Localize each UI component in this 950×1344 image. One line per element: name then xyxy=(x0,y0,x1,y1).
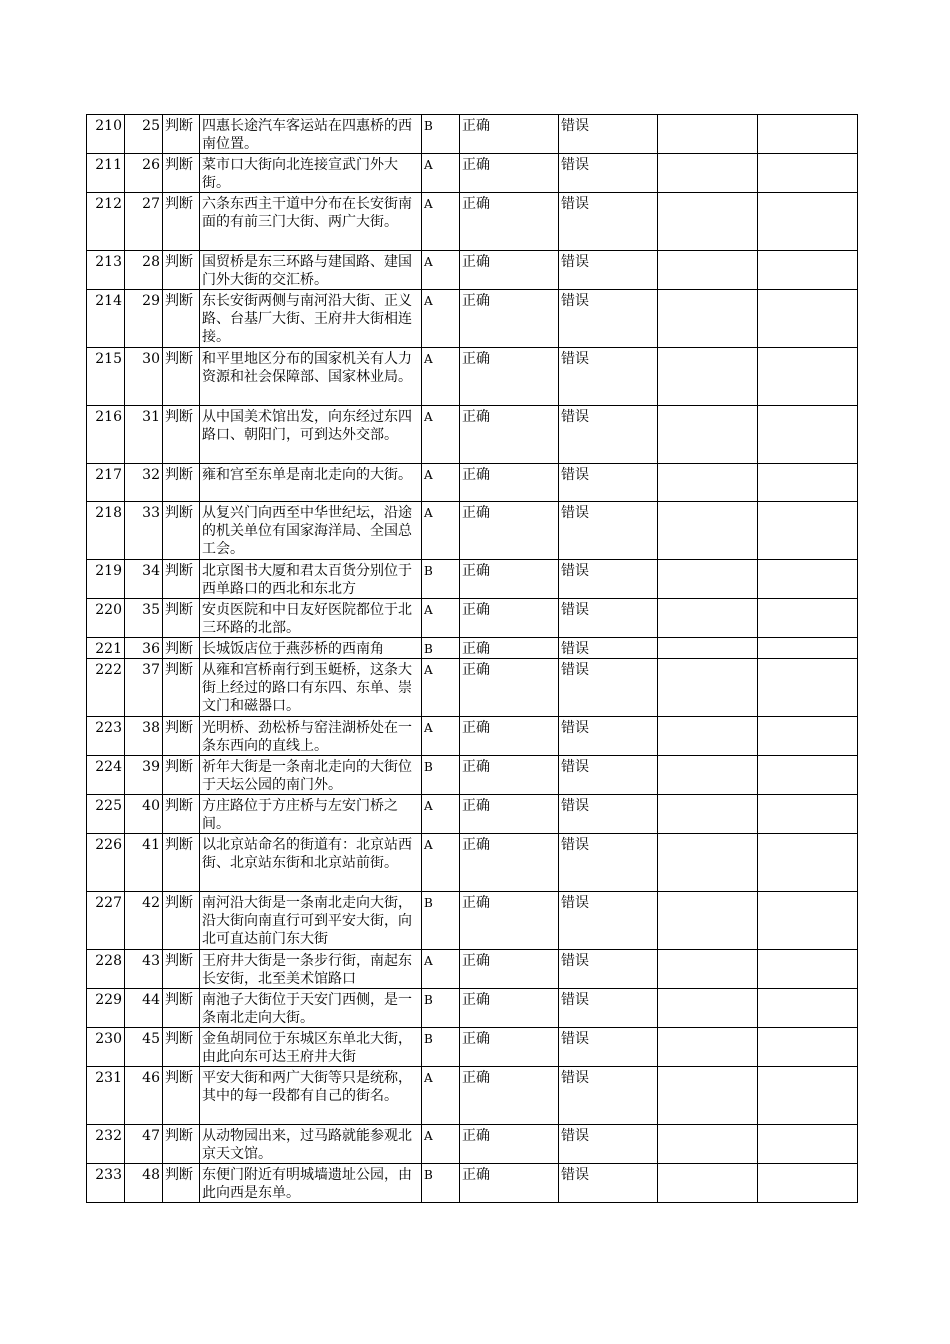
row-id-cell: 224 xyxy=(87,756,125,795)
question-type-cell: 判断 xyxy=(163,1164,200,1203)
row-id-cell: 219 xyxy=(87,560,125,599)
option-correct-cell: 正确 xyxy=(460,1067,559,1125)
row-id-cell: 218 xyxy=(87,502,125,560)
option-d-cell xyxy=(758,1125,858,1164)
option-wrong-cell: 错误 xyxy=(559,406,658,464)
option-c-cell xyxy=(658,834,758,892)
option-wrong-cell: 错误 xyxy=(559,290,658,348)
option-wrong-cell: 错误 xyxy=(559,659,658,717)
question-number-cell: 27 xyxy=(125,193,163,251)
question-number-cell: 48 xyxy=(125,1164,163,1203)
answer-key-cell: B xyxy=(422,1028,460,1067)
question-number-cell: 41 xyxy=(125,834,163,892)
answer-key-cell: A xyxy=(422,154,460,193)
option-correct-cell: 正确 xyxy=(460,290,559,348)
question-text-cell: 从复兴门向西至中华世纪坛，沿途的机关单位有国家海洋局、全国总工会。 xyxy=(200,502,422,560)
question-number-cell: 25 xyxy=(125,115,163,154)
question-text-cell: 南河沿大街是一条南北走向大街，沿大街向南直行可到平安大街，向北可直达前门东大街 xyxy=(200,892,422,950)
question-text-cell: 国贸桥是东三环路与建国路、建国门外大街的交汇桥。 xyxy=(200,251,422,290)
table-row xyxy=(87,756,858,795)
row-id-cell: 230 xyxy=(87,1028,125,1067)
question-type-cell: 判断 xyxy=(163,892,200,950)
question-text-cell: 菜市口大街向北连接宣武门外大街。 xyxy=(200,154,422,193)
question-type-cell: 判断 xyxy=(163,115,200,154)
answer-key-cell: B xyxy=(422,115,460,154)
option-c-cell xyxy=(658,795,758,834)
table-row xyxy=(87,560,858,599)
table-row xyxy=(87,348,858,406)
row-id-cell: 227 xyxy=(87,892,125,950)
question-number-cell: 36 xyxy=(125,638,163,659)
option-d-cell xyxy=(758,834,858,892)
option-wrong-cell: 错误 xyxy=(559,115,658,154)
question-type-cell: 判断 xyxy=(163,1028,200,1067)
answer-key-cell: A xyxy=(422,193,460,251)
question-number-cell: 31 xyxy=(125,406,163,464)
option-c-cell xyxy=(658,251,758,290)
option-correct-cell: 正确 xyxy=(460,406,559,464)
option-d-cell xyxy=(758,717,858,756)
question-type-cell: 判断 xyxy=(163,638,200,659)
question-type-cell: 判断 xyxy=(163,1067,200,1125)
question-type-cell: 判断 xyxy=(163,154,200,193)
option-d-cell xyxy=(758,1067,858,1125)
option-wrong-cell: 错误 xyxy=(559,834,658,892)
question-number-cell: 45 xyxy=(125,1028,163,1067)
question-number-cell: 42 xyxy=(125,892,163,950)
table-row xyxy=(87,406,858,464)
option-wrong-cell: 错误 xyxy=(559,1028,658,1067)
option-correct-cell: 正确 xyxy=(460,464,559,502)
option-d-cell xyxy=(758,502,858,560)
option-d-cell xyxy=(758,154,858,193)
option-wrong-cell: 错误 xyxy=(559,599,658,638)
question-number-cell: 33 xyxy=(125,502,163,560)
option-c-cell xyxy=(658,290,758,348)
option-c-cell xyxy=(658,502,758,560)
question-text-cell: 方庄路位于方庄桥与左安门桥之间。 xyxy=(200,795,422,834)
answer-key-cell: B xyxy=(422,560,460,599)
row-id-cell: 233 xyxy=(87,1164,125,1203)
option-wrong-cell: 错误 xyxy=(559,464,658,502)
option-d-cell xyxy=(758,560,858,599)
table-row xyxy=(87,193,858,251)
option-correct-cell: 正确 xyxy=(460,251,559,290)
question-text-cell: 东便门附近有明城墙遗址公园，由此向西是东单。 xyxy=(200,1164,422,1203)
answer-key-cell: A xyxy=(422,502,460,560)
table-body xyxy=(87,115,858,1203)
table-row xyxy=(87,717,858,756)
question-type-cell: 判断 xyxy=(163,756,200,795)
question-number-cell: 28 xyxy=(125,251,163,290)
option-wrong-cell: 错误 xyxy=(559,892,658,950)
option-d-cell xyxy=(758,756,858,795)
table-row xyxy=(87,599,858,638)
question-number-cell: 47 xyxy=(125,1125,163,1164)
option-correct-cell: 正确 xyxy=(460,1164,559,1203)
table-row xyxy=(87,795,858,834)
option-correct-cell: 正确 xyxy=(460,950,559,989)
row-id-cell: 216 xyxy=(87,406,125,464)
answer-key-cell: A xyxy=(422,348,460,406)
option-d-cell xyxy=(758,1164,858,1203)
option-c-cell xyxy=(658,989,758,1028)
option-wrong-cell: 错误 xyxy=(559,717,658,756)
answer-key-cell: B xyxy=(422,1164,460,1203)
question-number-cell: 34 xyxy=(125,560,163,599)
row-id-cell: 220 xyxy=(87,599,125,638)
option-d-cell xyxy=(758,795,858,834)
answer-key-cell: A xyxy=(422,795,460,834)
question-number-cell: 44 xyxy=(125,989,163,1028)
option-correct-cell: 正确 xyxy=(460,638,559,659)
option-wrong-cell: 错误 xyxy=(559,638,658,659)
option-c-cell xyxy=(658,154,758,193)
option-d-cell xyxy=(758,989,858,1028)
question-type-cell: 判断 xyxy=(163,406,200,464)
option-wrong-cell: 错误 xyxy=(559,251,658,290)
option-correct-cell: 正确 xyxy=(460,502,559,560)
question-text-cell: 北京图书大厦和君太百货分别位于西单路口的西北和东北方 xyxy=(200,560,422,599)
option-d-cell xyxy=(758,348,858,406)
option-c-cell xyxy=(658,638,758,659)
question-table xyxy=(86,114,858,1203)
table-row xyxy=(87,154,858,193)
option-c-cell xyxy=(658,115,758,154)
option-correct-cell: 正确 xyxy=(460,795,559,834)
question-number-cell: 30 xyxy=(125,348,163,406)
table-row xyxy=(87,115,858,154)
row-id-cell: 225 xyxy=(87,795,125,834)
row-id-cell: 228 xyxy=(87,950,125,989)
option-correct-cell: 正确 xyxy=(460,717,559,756)
option-d-cell xyxy=(758,892,858,950)
answer-key-cell: A xyxy=(422,251,460,290)
row-id-cell: 231 xyxy=(87,1067,125,1125)
option-d-cell xyxy=(758,406,858,464)
question-text-cell: 祈年大街是一条南北走向的大街位于天坛公园的南门外。 xyxy=(200,756,422,795)
table-row xyxy=(87,892,858,950)
answer-key-cell: A xyxy=(422,599,460,638)
table-row xyxy=(87,1067,858,1125)
answer-key-cell: A xyxy=(422,950,460,989)
table-row xyxy=(87,1164,858,1203)
option-correct-cell: 正确 xyxy=(460,599,559,638)
answer-key-cell: A xyxy=(422,834,460,892)
option-correct-cell: 正确 xyxy=(460,834,559,892)
question-text-cell: 四惠长途汽车客运站在四惠桥的西南位置。 xyxy=(200,115,422,154)
question-number-cell: 40 xyxy=(125,795,163,834)
answer-key-cell: A xyxy=(422,659,460,717)
question-text-cell: 从中国美术馆出发，向东经过东四路口、朝阳门，可到达外交部。 xyxy=(200,406,422,464)
answer-key-cell: B xyxy=(422,638,460,659)
answer-key-cell: A xyxy=(422,406,460,464)
option-wrong-cell: 错误 xyxy=(559,502,658,560)
option-wrong-cell: 错误 xyxy=(559,1125,658,1164)
option-c-cell xyxy=(658,1125,758,1164)
question-type-cell: 判断 xyxy=(163,950,200,989)
option-wrong-cell: 错误 xyxy=(559,989,658,1028)
option-d-cell xyxy=(758,950,858,989)
option-d-cell xyxy=(758,659,858,717)
question-text-cell: 从动物园出来，过马路就能参观北京天文馆。 xyxy=(200,1125,422,1164)
option-wrong-cell: 错误 xyxy=(559,560,658,599)
option-correct-cell: 正确 xyxy=(460,1125,559,1164)
table-row xyxy=(87,950,858,989)
option-wrong-cell: 错误 xyxy=(559,1067,658,1125)
option-c-cell xyxy=(658,406,758,464)
option-c-cell xyxy=(658,892,758,950)
row-id-cell: 217 xyxy=(87,464,125,502)
option-d-cell xyxy=(758,1028,858,1067)
option-c-cell xyxy=(658,1164,758,1203)
question-type-cell: 判断 xyxy=(163,989,200,1028)
question-number-cell: 46 xyxy=(125,1067,163,1125)
question-type-cell: 判断 xyxy=(163,795,200,834)
answer-key-cell: B xyxy=(422,989,460,1028)
question-type-cell: 判断 xyxy=(163,834,200,892)
option-correct-cell: 正确 xyxy=(460,756,559,795)
option-c-cell xyxy=(658,193,758,251)
option-d-cell xyxy=(758,115,858,154)
table-row xyxy=(87,1028,858,1067)
option-c-cell xyxy=(658,1067,758,1125)
table-row xyxy=(87,290,858,348)
option-wrong-cell: 错误 xyxy=(559,1164,658,1203)
option-c-cell xyxy=(658,464,758,502)
table-row xyxy=(87,638,858,659)
row-id-cell: 223 xyxy=(87,717,125,756)
option-d-cell xyxy=(758,290,858,348)
table-row xyxy=(87,464,858,502)
row-id-cell: 229 xyxy=(87,989,125,1028)
row-id-cell: 221 xyxy=(87,638,125,659)
table-row xyxy=(87,1125,858,1164)
question-number-cell: 29 xyxy=(125,290,163,348)
question-type-cell: 判断 xyxy=(163,502,200,560)
question-type-cell: 判断 xyxy=(163,717,200,756)
row-id-cell: 210 xyxy=(87,115,125,154)
question-type-cell: 判断 xyxy=(163,290,200,348)
question-type-cell: 判断 xyxy=(163,464,200,502)
option-c-cell xyxy=(658,599,758,638)
question-type-cell: 判断 xyxy=(163,560,200,599)
question-text-cell: 平安大街和两广大街等只是统称，其中的每一段都有自己的街名。 xyxy=(200,1067,422,1125)
option-c-cell xyxy=(658,1028,758,1067)
row-id-cell: 212 xyxy=(87,193,125,251)
option-c-cell xyxy=(658,717,758,756)
option-wrong-cell: 错误 xyxy=(559,950,658,989)
option-d-cell xyxy=(758,464,858,502)
question-type-cell: 判断 xyxy=(163,1125,200,1164)
answer-key-cell: B xyxy=(422,892,460,950)
question-text-cell: 和平里地区分布的国家机关有人力资源和社会保障部、国家林业局。 xyxy=(200,348,422,406)
question-number-cell: 39 xyxy=(125,756,163,795)
option-c-cell xyxy=(658,950,758,989)
question-text-cell: 南池子大街位于天安门西侧，是一条南北走向大街。 xyxy=(200,989,422,1028)
question-text-cell: 光明桥、劲松桥与窑洼湖桥处在一条东西向的直线上。 xyxy=(200,717,422,756)
answer-key-cell: A xyxy=(422,1125,460,1164)
row-id-cell: 215 xyxy=(87,348,125,406)
question-text-cell: 王府井大街是一条步行街，南起东长安街，北至美术馆路口 xyxy=(200,950,422,989)
question-type-cell: 判断 xyxy=(163,599,200,638)
option-correct-cell: 正确 xyxy=(460,989,559,1028)
option-correct-cell: 正确 xyxy=(460,1028,559,1067)
option-d-cell xyxy=(758,193,858,251)
table-row xyxy=(87,659,858,717)
row-id-cell: 214 xyxy=(87,290,125,348)
answer-key-cell: B xyxy=(422,756,460,795)
question-text-cell: 雍和宫至东单是南北走向的大街。 xyxy=(200,464,422,502)
question-number-cell: 38 xyxy=(125,717,163,756)
option-correct-cell: 正确 xyxy=(460,193,559,251)
option-d-cell xyxy=(758,599,858,638)
question-number-cell: 26 xyxy=(125,154,163,193)
row-id-cell: 213 xyxy=(87,251,125,290)
row-id-cell: 211 xyxy=(87,154,125,193)
option-d-cell xyxy=(758,251,858,290)
option-correct-cell: 正确 xyxy=(460,560,559,599)
question-number-cell: 32 xyxy=(125,464,163,502)
question-text-cell: 从雍和宫桥南行到玉蜓桥，这条大街上经过的路口有东四、东单、崇文门和磁器口。 xyxy=(200,659,422,717)
question-text-cell: 以北京站命名的街道有：北京站西街、北京站东街和北京站前街。 xyxy=(200,834,422,892)
question-number-cell: 43 xyxy=(125,950,163,989)
row-id-cell: 226 xyxy=(87,834,125,892)
question-text-cell: 金鱼胡同位于东城区东单北大街，由此向东可达王府井大街 xyxy=(200,1028,422,1067)
question-number-cell: 35 xyxy=(125,599,163,638)
answer-key-cell: A xyxy=(422,1067,460,1125)
option-correct-cell: 正确 xyxy=(460,115,559,154)
option-wrong-cell: 错误 xyxy=(559,193,658,251)
option-c-cell xyxy=(658,348,758,406)
row-id-cell: 222 xyxy=(87,659,125,717)
question-text-cell: 安贞医院和中日友好医院都位于北三环路的北部。 xyxy=(200,599,422,638)
answer-key-cell: A xyxy=(422,717,460,756)
question-type-cell: 判断 xyxy=(163,251,200,290)
option-wrong-cell: 错误 xyxy=(559,756,658,795)
answer-key-cell: A xyxy=(422,464,460,502)
option-correct-cell: 正确 xyxy=(460,659,559,717)
question-type-cell: 判断 xyxy=(163,348,200,406)
question-text-cell: 六条东西主干道中分布在长安街南面的有前三门大街、两广大街。 xyxy=(200,193,422,251)
table-row xyxy=(87,251,858,290)
option-wrong-cell: 错误 xyxy=(559,154,658,193)
question-text-cell: 东长安街两侧与南河沿大街、正义路、台基厂大街、王府井大街相连接。 xyxy=(200,290,422,348)
question-type-cell: 判断 xyxy=(163,193,200,251)
option-c-cell xyxy=(658,756,758,795)
question-type-cell: 判断 xyxy=(163,659,200,717)
question-text-cell: 长城饭店位于燕莎桥的西南角 xyxy=(200,638,422,659)
option-correct-cell: 正确 xyxy=(460,892,559,950)
row-id-cell: 232 xyxy=(87,1125,125,1164)
table-row xyxy=(87,989,858,1028)
option-correct-cell: 正确 xyxy=(460,348,559,406)
option-c-cell xyxy=(658,560,758,599)
option-wrong-cell: 错误 xyxy=(559,348,658,406)
table-row xyxy=(87,834,858,892)
option-c-cell xyxy=(658,659,758,717)
table-row xyxy=(87,502,858,560)
option-wrong-cell: 错误 xyxy=(559,795,658,834)
question-number-cell: 37 xyxy=(125,659,163,717)
option-d-cell xyxy=(758,638,858,659)
answer-key-cell: A xyxy=(422,290,460,348)
option-correct-cell: 正确 xyxy=(460,154,559,193)
